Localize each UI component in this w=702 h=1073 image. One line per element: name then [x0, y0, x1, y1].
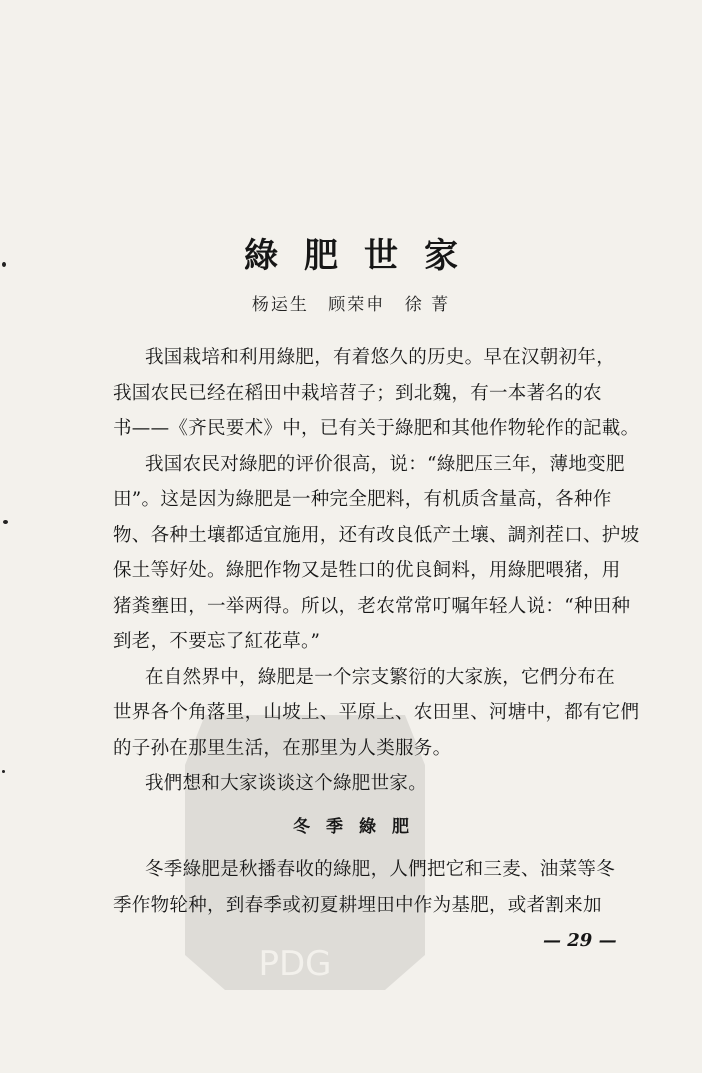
- text-line: 田”。这是因为綠肥是一种完全肥料，有机质含量高，各种作: [113, 489, 612, 510]
- chapter-title: 綠肥世家: [244, 236, 484, 276]
- text-line: 到老，不要忘了紅花草。”: [113, 631, 321, 652]
- text-line: 书——《齐民要术》中，已有关于綠肥和其他作物轮作的記載。: [113, 418, 640, 439]
- text-line: 世界各个角落里，山坡上、平原上、农田里、河塘中，都有它們: [113, 702, 640, 723]
- text-line: 在自然界中，綠肥是一个宗支繁衍的大家族，它們分布在: [145, 666, 616, 688]
- section-body-text: [113, 852, 643, 923]
- author-name: 徐 菁: [404, 295, 451, 315]
- text-line: 我国农民对綠肥的评价很高，说：“綠肥压三年，薄地变肥: [145, 453, 625, 475]
- body-text: [113, 340, 643, 802]
- text-line: 我国农民已经在稻田中栽培苕子；到北魏，有一本著名的农: [113, 382, 602, 404]
- page-number: — 29 —: [543, 930, 617, 951]
- watermark-text: PDG: [258, 944, 332, 984]
- section-heading: 冬季綠肥: [293, 817, 425, 837]
- author-name: 顾荣申: [328, 295, 386, 315]
- text-line: 保土等好处。綠肥作物又是牲口的优良飼料，用綠肥喂猪，用: [113, 560, 621, 581]
- text-line: 我們想和大家谈谈这个綠肥世家。: [145, 773, 428, 794]
- text-line: 的子孙在那里生活，在那里为人类服务。: [113, 737, 452, 759]
- text-line: 季作物轮种，到春季或初夏耕埋田中作为基肥，或者割来加: [113, 894, 602, 916]
- text-line: 冬季綠肥是秋播春收的綠肥，人們把它和三麦、油菜等冬: [145, 859, 616, 880]
- scan-speck: [2, 770, 5, 773]
- text-line: 猪粪壅田，一举两得。所以，老农常常叮嘱年轻人说：“种田种: [113, 595, 631, 617]
- author-name: 杨运生: [251, 295, 309, 315]
- scan-speck: [3, 520, 8, 524]
- text-line: 我国栽培和利用綠肥，有着悠久的历史。早在汉朝初年，: [145, 347, 616, 368]
- authors-line: [0, 290, 702, 315]
- text-line: 物、各种土壤都适宜施用，还有改良低产土壤、調剂茬口、护坡: [113, 524, 640, 546]
